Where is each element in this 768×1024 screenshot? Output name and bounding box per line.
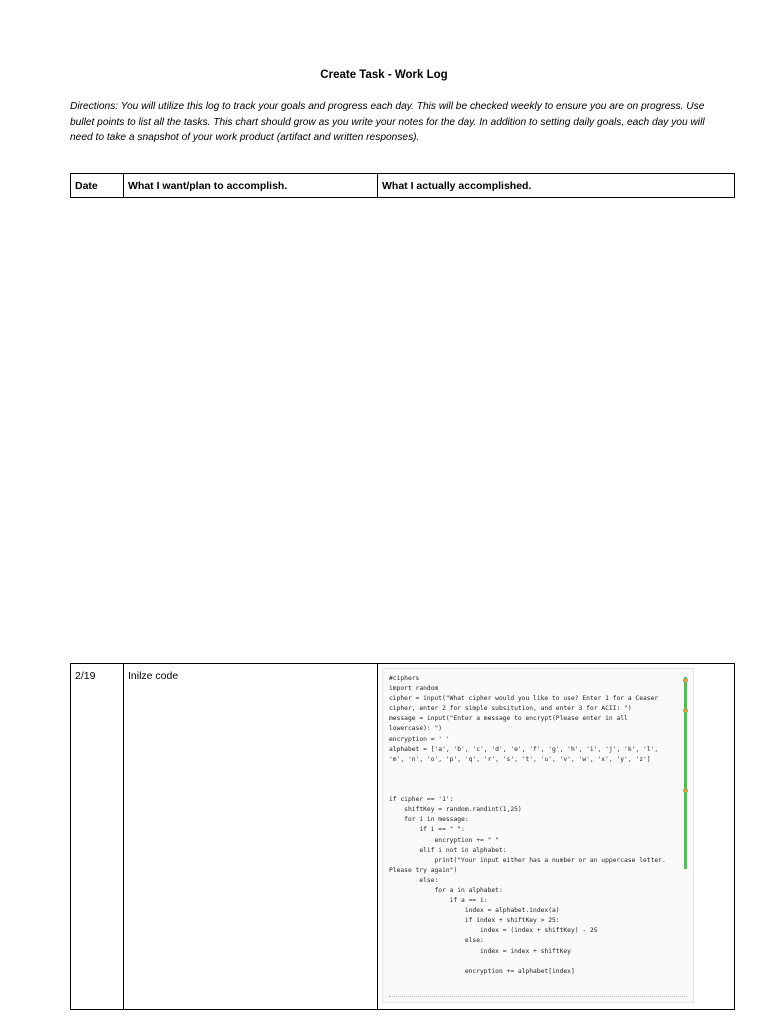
directions-text: Directions: You will utilize this log to track your goals and progress each day. This will be checked weekly to ensure you are on progress. Use bullet points to list all the tasks. This chart should grow as you write your notes for the day. In addition to setting daily goals, each day you will need to take a snapshot of your work product (artifact and written responses). — [70, 101, 705, 143]
change-marker-dot — [683, 789, 688, 792]
header-actual: What I actually accomplished. — [378, 174, 735, 198]
code-screenshot — [382, 668, 694, 1003]
screenshot-footer-line — [389, 996, 687, 999]
table-row — [71, 664, 735, 1010]
change-marker-dot — [683, 709, 688, 712]
work-log-entry-table — [70, 663, 735, 1010]
row-date: 2/19 — [71, 664, 124, 1010]
row-plan: Inilze code — [124, 664, 378, 1010]
work-log-header-table — [70, 173, 735, 198]
code-text: #ciphers import random cipher = input("What cipher would you like to use? Enter 1 for a Ceaser cipher, enter 2 for simple subsitution, and enter 3 for ACII: ") message = input("Enter a message to encrypt(Please enter in all lowercase): ") encryption = ' ' alphabet = ['a', 'b', 'c', 'd', 'e', 'f', 'g', 'h', 'i', 'j', 'k', 'l', 'm', 'n', 'o', 'p', 'q', 'r', 's', 't', 'u', 'v', 'w', 'x', 'y', 'z'] if cipher == '1': shiftKey = random.randint(1,25) for i in message: if i == " ": encryption += " " elif i not in alphabet: print("Your input either has a number or an uppercase letter. Please try again") else: for a in alphabet: if a == i: index = alphabet.index(a) if index + shiftKey > 25: index = (index + shiftKey) - 25 else: index = index + shiftKey encryption += alphabet[index] — [389, 675, 666, 975]
table-header-row — [71, 174, 735, 198]
row-actual — [378, 664, 735, 1010]
change-marker-bar — [684, 677, 687, 869]
header-plan: What I want/plan to accomplish. — [124, 174, 378, 198]
change-marker-dot — [683, 679, 688, 682]
header-date: Date — [71, 174, 124, 198]
page-title: Create Task - Work Log — [320, 69, 448, 81]
